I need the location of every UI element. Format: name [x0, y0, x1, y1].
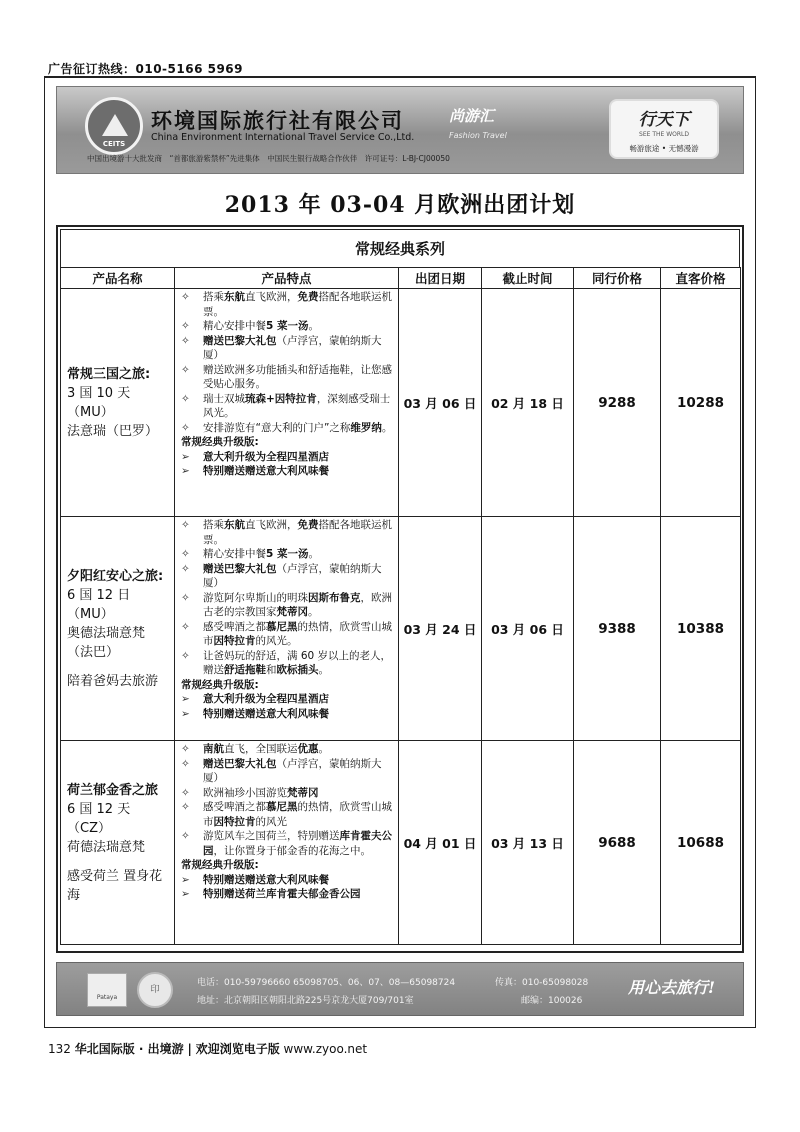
column-header: 产品名称: [61, 268, 175, 289]
diamond-bullet-icon: ✧: [181, 548, 190, 560]
retail-price: 10288: [661, 289, 741, 517]
feature-highlight: 梵蒂冈: [276, 606, 308, 618]
column-header: 同行价格: [574, 268, 661, 289]
feature-text: 直飞，全国联运: [224, 743, 298, 755]
series-title: 常规经典系列: [60, 229, 740, 267]
diamond-bullet-icon: ✧: [181, 421, 190, 434]
product-name-line: 奥德法瑞意梵（法巴）: [67, 625, 146, 660]
feature-item: [181, 742, 394, 757]
feature-highlight: 5 菜一汤: [266, 320, 309, 332]
contact-address: 地址：北京朝阳区朝阳北路225号京龙大厦709/701室: [197, 996, 414, 1006]
product-name-title: 常规三国之旅:: [67, 366, 151, 382]
product-tagline: 陪着爸妈去旅游: [67, 673, 159, 689]
product-name-line: 法意瑞（巴罗）: [67, 423, 159, 439]
product-name-title: 夕阳红安心之旅:: [67, 568, 164, 584]
feature-text: 搭乘: [203, 291, 224, 303]
arrow-bullet-icon: ➢: [181, 888, 190, 900]
feature-highlight: 因特拉肯: [213, 635, 256, 647]
feature-text: （卢浮宫，蒙帕纳斯大厦）: [203, 562, 382, 589]
feature-text: 。: [308, 606, 319, 618]
feature-text: （卢浮宫，蒙帕纳斯大厦）: [203, 757, 382, 784]
column-header: 产品特点: [175, 268, 399, 289]
page-number: 132: [48, 1042, 71, 1056]
retail-price: 10388: [661, 517, 741, 741]
deadline-date: 03 月 06 日: [482, 517, 574, 741]
diamond-bullet-icon: ✧: [181, 830, 190, 842]
feature-text: 直飞欧洲，: [245, 291, 298, 303]
agent-price: 9388: [574, 517, 661, 741]
feature-text: ，让你置身于郁金香的花海之中。: [213, 844, 371, 857]
arrow-bullet-icon: ➢: [181, 707, 190, 720]
diamond-bullet-icon: ✧: [181, 334, 190, 347]
feature-highlight: 东航: [224, 519, 245, 531]
feature-text: ，深刻感受瑞士风光。: [203, 392, 391, 419]
feature-text: 瑞士双城: [203, 392, 245, 405]
feature-text: 的风光。: [255, 635, 298, 647]
company-honors: 中国出境游十大批发商 “首都旅游紫禁杯”先进集体 中国民生银行战略合作伙伴 许可证号：L-BJ-CJ00050: [87, 154, 450, 163]
product-features-cell: [175, 517, 399, 741]
feature-highlight: 优惠: [297, 743, 319, 755]
feature-highlight: 免费: [297, 519, 319, 531]
footer-separator: |: [187, 1042, 192, 1056]
feature-item: [181, 421, 394, 436]
upgrade-item: [181, 692, 394, 707]
brand2-title: 行天下: [638, 110, 690, 130]
feature-text: 安排游览有“意大利的门户”之称: [203, 421, 351, 434]
feature-item: [181, 786, 394, 801]
upgrade-item: [181, 887, 394, 902]
mountain-icon: [102, 114, 128, 136]
feature-text: 。: [381, 421, 393, 434]
feature-text: 游览风车之国荷兰，特别赠送: [203, 830, 340, 842]
tour-table-wrapper: [56, 225, 744, 953]
company-banner: [56, 86, 744, 174]
feature-text: 和: [266, 664, 277, 676]
ad-hotline: 广告征订热线：010-5166 5969: [48, 62, 244, 76]
deadline-date: 02 月 18 日: [482, 289, 574, 517]
diamond-bullet-icon: ✧: [181, 562, 190, 575]
upgrade-text: 意大利升级为全程四星酒店: [203, 693, 329, 705]
upgrade-text: 特别赠送赠送意大利风味餐: [203, 873, 329, 886]
upgrade-text: 特别赠送荷兰库肯霍夫郁金香公园: [203, 888, 361, 900]
feature-text: 的热情，欣赏雪山城市: [203, 620, 392, 647]
tour-table: [60, 267, 741, 945]
feature-highlight: 赠送巴黎大礼包: [203, 757, 277, 770]
column-header: 直客价格: [661, 268, 741, 289]
arrow-bullet-icon: ➢: [181, 693, 190, 705]
feature-item: [181, 392, 394, 421]
table-row: [61, 741, 741, 945]
feature-text: 欧洲袖珍小国游览: [203, 786, 287, 799]
seal-logo: 印: [137, 972, 173, 1008]
footer-url[interactable]: www.zyoo.net: [283, 1042, 368, 1056]
product-name-line: 6 国 12 日（MU）: [67, 587, 131, 622]
feature-item: [181, 547, 394, 562]
product-name-line: 荷德法瑞意梵: [67, 839, 146, 855]
feature-highlight: 因特拉肯: [213, 815, 256, 828]
feature-highlight: 梵蒂冈: [287, 786, 319, 799]
feature-highlight: 赠送巴黎大礼包: [203, 562, 277, 575]
feature-text: 。: [318, 664, 329, 676]
diamond-bullet-icon: ✧: [181, 801, 190, 813]
feature-text: 直飞欧洲，: [245, 519, 298, 531]
product-tagline: 感受荷兰 置身花海: [67, 868, 163, 903]
deadline-date: 03 月 13 日: [482, 741, 574, 945]
feature-item: [181, 290, 394, 319]
arrow-bullet-icon: ➢: [181, 465, 190, 477]
arrow-bullet-icon: ➢: [181, 873, 190, 886]
feature-highlight: 库肯霍夫公园: [203, 830, 392, 857]
diamond-bullet-icon: ✧: [181, 519, 190, 531]
product-name-cell: [61, 741, 175, 945]
table-row: [61, 517, 741, 741]
feature-text: 搭配各地联运机票。: [203, 519, 392, 546]
feature-text: 。: [308, 320, 319, 332]
section-name: 华北国际版 · 出境游: [74, 1042, 184, 1056]
feature-highlight: 因斯布鲁克: [308, 591, 361, 604]
upgrade-item: [181, 464, 394, 479]
page-title: 2013 年 03-04 月欧洲出团计划: [224, 192, 576, 218]
product-name-line: 3 国 10 天（MU）: [67, 385, 131, 420]
retail-price: 10688: [661, 741, 741, 945]
diamond-bullet-icon: ✧: [181, 363, 190, 376]
logo-caption: CEITS: [102, 140, 126, 148]
table-body: [61, 289, 741, 945]
column-header: 截止时间: [482, 268, 574, 289]
footer-slogan: 用心去旅行!: [627, 978, 715, 997]
feature-highlight: 5 菜一汤: [266, 548, 309, 560]
feature-text: 搭配各地联运机票。: [203, 291, 392, 318]
upgrade-item: [181, 873, 394, 888]
brand2-en: SEE THE WORLD: [639, 131, 689, 138]
feature-text: 精心安排中餐: [203, 320, 266, 332]
diamond-bullet-icon: ✧: [181, 757, 190, 770]
footer-cta: 欢迎浏览电子版: [195, 1042, 280, 1056]
brand-see-the-world: [609, 99, 719, 159]
column-header: 出团日期: [399, 268, 482, 289]
partner-logo: Pataya: [87, 973, 127, 1007]
product-features-cell: [175, 741, 399, 945]
upgrade-text: 特别赠送赠送意大利风味餐: [203, 707, 329, 720]
product-name-cell: [61, 289, 175, 517]
feature-item: [181, 319, 394, 334]
feature-text: 赠送欧洲多功能插头和舒适拖鞋，让您感受贴心服务。: [203, 363, 392, 390]
table-header-row: [61, 268, 741, 289]
upgrade-item: [181, 450, 394, 465]
company-name-en: China Environment International Travel Service Co.,Ltd.: [151, 132, 415, 143]
feature-item: [181, 518, 394, 547]
diamond-bullet-icon: ✧: [181, 620, 190, 633]
diamond-bullet-icon: ✧: [181, 392, 190, 405]
depart-date: 04 月 01 日: [399, 741, 482, 945]
feature-highlight: 南航: [203, 743, 224, 755]
feature-highlight: 维罗纳: [350, 421, 382, 434]
product-name-cell: [61, 517, 175, 741]
feature-highlight: 慕尼黑: [266, 620, 298, 633]
feature-text: 的热情，欣赏雪山城市: [203, 801, 392, 828]
feature-highlight: 舒适拖鞋: [224, 664, 266, 676]
feature-text: 搭乘: [203, 519, 224, 531]
contact-phone: 电话：010-59796660 65098705、06、07、08—65098724: [197, 978, 456, 988]
feature-text: 让爸妈玩的舒适，满 60 岁以上的老人，赠送: [203, 649, 392, 676]
diamond-bullet-icon: ✧: [181, 649, 190, 662]
feature-highlight: 欧标插头: [276, 664, 319, 676]
agent-price: 9688: [574, 741, 661, 945]
feature-item: [181, 649, 394, 678]
feature-highlight: 东航: [224, 291, 245, 303]
upgrade-title: 常规经典升级版:: [181, 859, 259, 871]
feature-text: 。: [318, 743, 329, 755]
page-footer: [48, 1040, 367, 1057]
feature-item: [181, 757, 394, 786]
upgrade-text: 特别赠送赠送意大利风味餐: [203, 465, 329, 477]
feature-text: 。: [308, 548, 319, 560]
brand-fashion-travel-sub: Fashion Travel: [449, 131, 507, 140]
diamond-bullet-icon: ✧: [181, 320, 190, 332]
feature-item: [181, 363, 394, 392]
brand-fashion-travel: 尚游汇: [449, 107, 495, 125]
product-name-line: 6 国 12 天（CZ）: [67, 801, 131, 836]
arrow-bullet-icon: ➢: [181, 450, 190, 463]
feature-item: [181, 562, 394, 591]
upgrade-title: 常规经典升级版:: [181, 436, 259, 448]
feature-text: ，欧洲古老的宗教国家: [203, 591, 392, 618]
upgrade-text: 意大利升级为全程四星酒店: [203, 450, 329, 463]
depart-date: 03 月 24 日: [399, 517, 482, 741]
diamond-bullet-icon: ✧: [181, 291, 190, 303]
feature-highlight: 慕尼黑: [266, 801, 298, 813]
feature-highlight: 免费: [297, 291, 319, 303]
feature-text: 感受啤酒之都: [203, 801, 266, 813]
depart-date: 03 月 06 日: [399, 289, 482, 517]
company-name-cn: 环境国际旅行社有限公司: [151, 109, 404, 133]
feature-item: [181, 591, 394, 620]
feature-text: 精心安排中餐: [203, 548, 266, 560]
upgrade-title: 常规经典升级版:: [181, 678, 259, 691]
diamond-bullet-icon: ✧: [181, 591, 190, 604]
feature-item: [181, 620, 394, 649]
feature-text: 游览阿尔卑斯山的明珠: [203, 591, 308, 604]
brand2-slogan: 畅游旅途 • 无憾漫游: [629, 144, 699, 153]
feature-item: [181, 800, 394, 829]
contact-footer: [56, 962, 744, 1016]
product-name-title: 荷兰郁金香之旅: [67, 782, 159, 798]
contact-fax: 传真：010-65098028: [495, 978, 589, 988]
table-row: [61, 289, 741, 517]
feature-text: （卢浮宫，蒙帕纳斯大厦）: [203, 334, 382, 361]
contact-postcode: 邮编：100026: [521, 996, 583, 1006]
diamond-bullet-icon: ✧: [181, 743, 190, 755]
upgrade-item: [181, 707, 394, 722]
feature-item: [181, 334, 394, 363]
company-logo: [85, 97, 143, 155]
diamond-bullet-icon: ✧: [181, 786, 190, 799]
feature-highlight: 琉森+因特拉肯: [245, 392, 317, 405]
feature-item: [181, 829, 394, 858]
feature-highlight: 赠送巴黎大礼包: [203, 334, 277, 347]
agent-price: 9288: [574, 289, 661, 517]
feature-text: 的风光: [255, 815, 287, 828]
product-features-cell: [175, 289, 399, 517]
feature-text: 感受啤酒之都: [203, 620, 266, 633]
